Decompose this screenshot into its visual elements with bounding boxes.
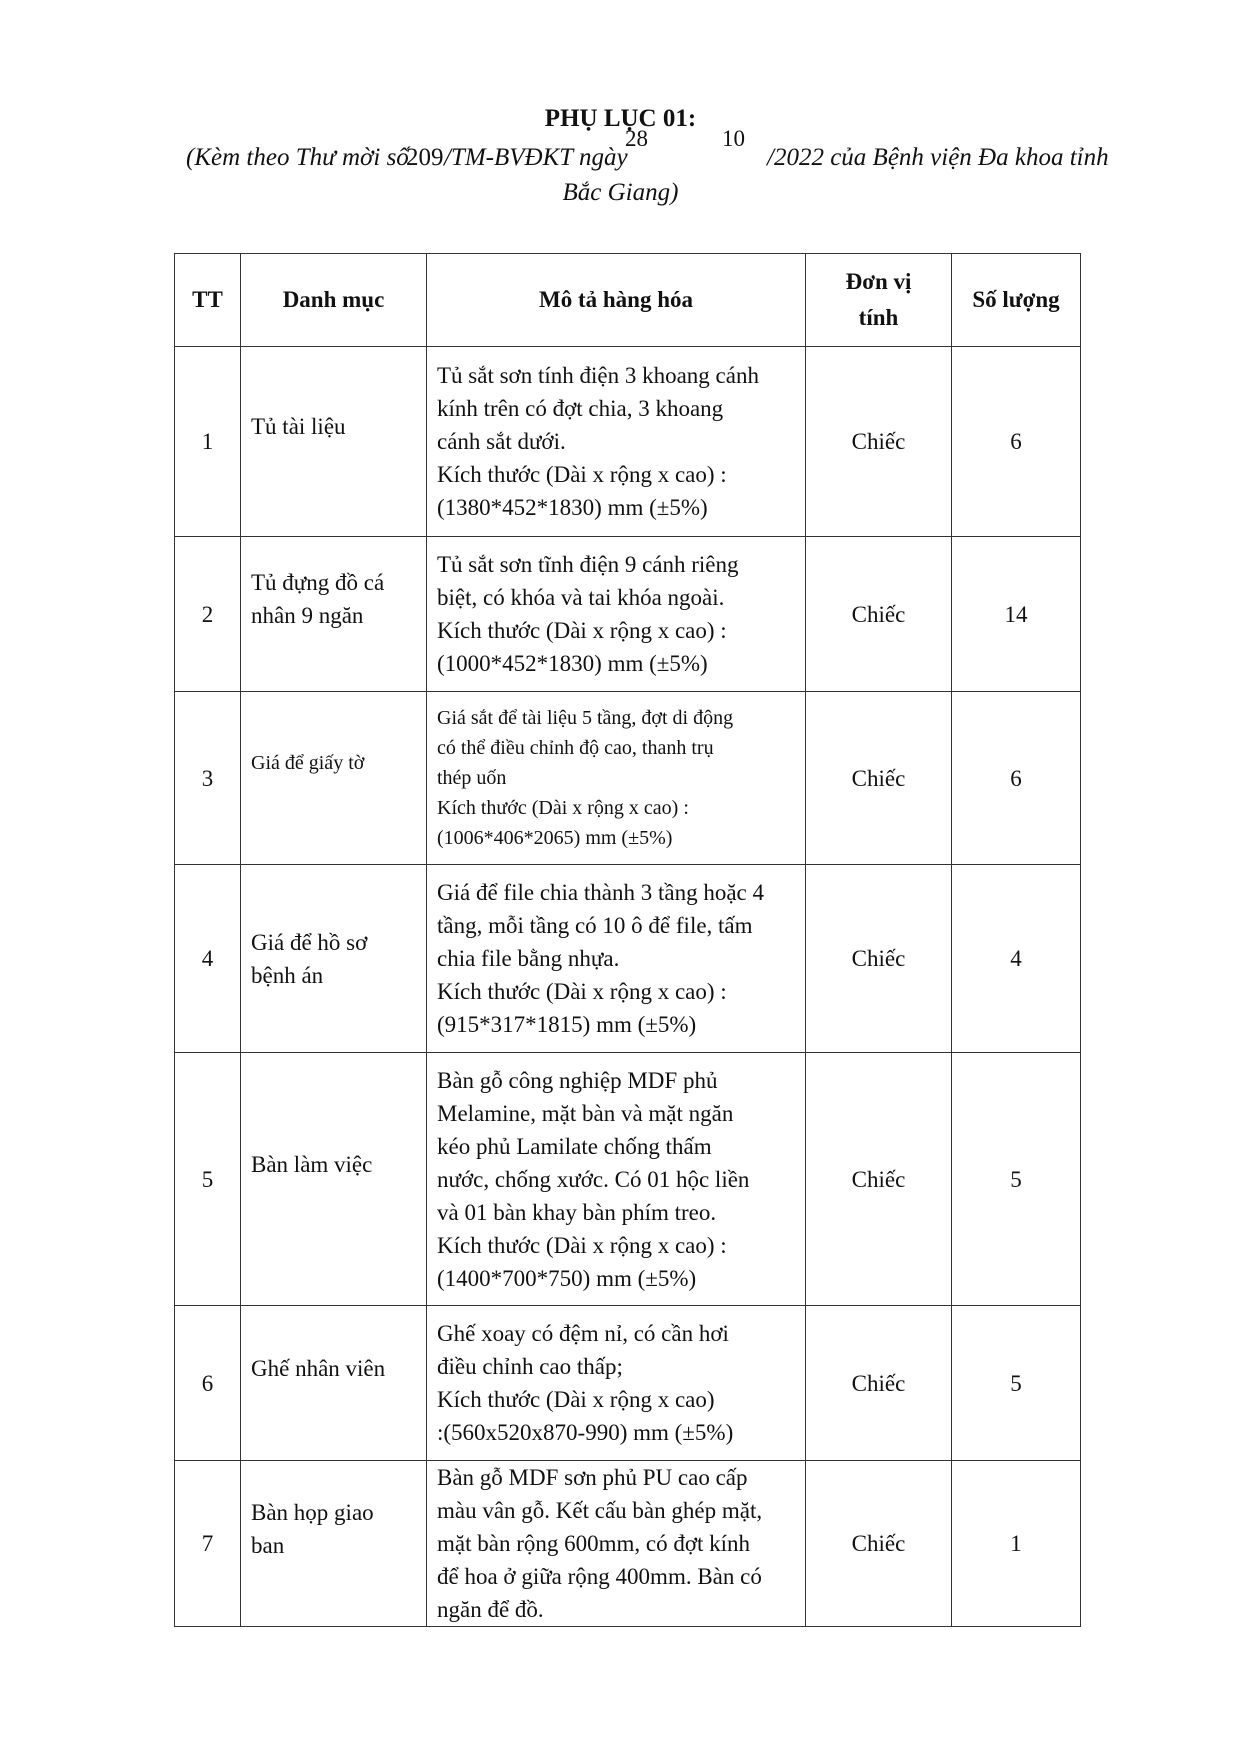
header-tt: TT xyxy=(175,254,241,347)
row-name xyxy=(241,1053,427,1306)
table-row xyxy=(175,865,1081,1053)
row-desc-line: Kích thước (Dài x rộng x cao) : xyxy=(437,797,689,819)
row-qty: 5 xyxy=(952,1053,1081,1306)
row-desc-line: (1006*406*2065) mm (±5%) xyxy=(437,827,673,849)
row-desc-line: Giá sắt để tài liệu 5 tầng, đợt di động xyxy=(437,707,734,729)
row-name-line: Bàn làm việc xyxy=(251,1151,373,1177)
row-tt: 1 xyxy=(175,347,241,537)
row-tt: 7 xyxy=(175,1461,241,1627)
row-desc-line: Giá để file chia thành 3 tầng hoặc 4 xyxy=(437,880,764,905)
row-unit: Chiếc xyxy=(806,692,952,865)
row-desc-line: điều chỉnh cao thấp; xyxy=(437,1354,623,1379)
row-desc-line: Bàn gỗ MDF sơn phủ PU cao cấp xyxy=(437,1465,748,1490)
row-name xyxy=(241,537,427,692)
row-qty: 1 xyxy=(952,1461,1081,1627)
table-row xyxy=(175,1306,1081,1461)
row-unit: Chiếc xyxy=(806,1306,952,1461)
row-qty: 4 xyxy=(952,865,1081,1053)
row-desc xyxy=(427,1461,806,1627)
table-row xyxy=(175,1461,1081,1627)
row-qty: 5 xyxy=(952,1306,1081,1461)
header-unit-line2: tính xyxy=(858,305,899,330)
row-desc-line: Tủ sắt sơn tĩnh điện 9 cánh riêng xyxy=(437,552,739,577)
row-tt: 6 xyxy=(175,1306,241,1461)
table-header-row xyxy=(175,254,1081,347)
row-desc xyxy=(427,692,806,865)
row-desc xyxy=(427,1306,806,1461)
row-name-line: bệnh án xyxy=(251,962,324,988)
subtitle-doc-number: 209 xyxy=(406,144,444,171)
row-name-line: nhân 9 ngăn xyxy=(251,603,364,628)
header-desc: Mô tả hàng hóa xyxy=(427,254,806,347)
handwritten-day: 28 xyxy=(625,126,648,151)
handwritten-month: 10 xyxy=(722,126,745,151)
row-desc-line: kính trên có đợt chia, 3 khoang xyxy=(437,396,724,421)
header-unit xyxy=(806,254,952,347)
row-desc-line: Tủ sắt sơn tính điện 3 khoang cánh xyxy=(437,363,759,388)
row-name xyxy=(241,692,427,865)
row-desc-line: (1380*452*1830) mm (±5%) xyxy=(437,495,708,520)
row-desc-line: (915*317*1815) mm (±5%) xyxy=(437,1012,697,1037)
row-desc-line: biệt, có khóa và tai khóa ngoài. xyxy=(437,585,725,610)
row-qty: 14 xyxy=(952,537,1081,692)
row-desc-line: có thể điều chỉnh độ cao, thanh trụ xyxy=(437,737,714,759)
row-desc-line: :(560x520x870-990) mm (±5%) xyxy=(437,1420,734,1445)
goods-table xyxy=(174,253,1081,1627)
row-desc xyxy=(427,537,806,692)
row-unit: Chiếc xyxy=(806,347,952,537)
row-desc-line: nước, chống xước. Có 01 hộc liền xyxy=(437,1166,750,1192)
row-name xyxy=(241,347,427,537)
row-desc-line: cánh sắt dưới. xyxy=(437,429,566,454)
row-name-line: Tủ tài liệu xyxy=(251,414,346,439)
row-name-line: Ghế nhân viên xyxy=(251,1355,386,1381)
header-name: Danh mục xyxy=(241,254,427,347)
row-desc-line: Melamine, mặt bàn và mặt ngăn xyxy=(437,1100,734,1126)
subtitle-part3: /2022 của Bệnh viện Đa khoa tỉnh xyxy=(767,144,1109,171)
row-desc-line: Kích thước (Dài x rộng x cao) xyxy=(437,1387,715,1412)
row-desc-line: Kích thước (Dài x rộng x cao) : xyxy=(437,979,727,1004)
row-unit: Chiếc xyxy=(806,865,952,1053)
row-tt: 2 xyxy=(175,537,241,692)
row-name xyxy=(241,865,427,1053)
row-desc-line: kéo phủ Lamilate chống thấm xyxy=(437,1133,712,1159)
row-desc-line: màu vân gỗ. Kết cấu bàn ghép mặt, xyxy=(437,1498,763,1523)
table-row xyxy=(175,1053,1081,1306)
header-qty: Số lượng xyxy=(952,254,1081,347)
row-desc-line: Kích thước (Dài x rộng x cao) : xyxy=(437,462,727,487)
table-row xyxy=(175,347,1081,537)
row-unit: Chiếc xyxy=(806,1461,952,1627)
row-desc-line: Ghế xoay có đệm nỉ, có cần hơi xyxy=(437,1321,729,1346)
row-tt: 3 xyxy=(175,692,241,865)
row-name-line: Tủ đựng đồ cá xyxy=(251,570,385,595)
row-desc-line: thép uốn xyxy=(437,767,507,789)
row-desc-line: ngăn để đồ. xyxy=(437,1597,544,1622)
row-desc xyxy=(427,865,806,1053)
subtitle-line2: Bắc Giang) xyxy=(562,179,679,206)
row-unit: Chiếc xyxy=(806,537,952,692)
row-name-line: Giá để hồ sơ xyxy=(251,929,368,955)
row-desc-line: (1400*700*750) mm (±5%) xyxy=(437,1265,697,1291)
row-desc-line: Kích thước (Dài x rộng x cao) : xyxy=(437,618,727,643)
page-title: PHỤ LỤC 01: xyxy=(544,105,697,132)
row-desc-line: tầng, mỗi tầng có 10 ô để file, tấm xyxy=(437,913,753,938)
row-name xyxy=(241,1306,427,1461)
header-unit-line1: Đơn vị xyxy=(845,269,912,294)
row-name-line: ban xyxy=(251,1532,285,1558)
row-desc-line: (1000*452*1830) mm (±5%) xyxy=(437,651,708,676)
row-qty: 6 xyxy=(952,347,1081,537)
row-desc xyxy=(427,1053,806,1306)
row-desc-line: Bàn gỗ công nghiệp MDF phủ xyxy=(437,1067,718,1093)
row-name-line: Giá để giấy tờ xyxy=(251,751,365,774)
row-desc-line: mặt bàn rộng 600mm, có đợt kính xyxy=(437,1531,751,1556)
row-qty: 6 xyxy=(952,692,1081,865)
row-name xyxy=(241,1461,427,1627)
row-desc-line: chia file bằng nhựa. xyxy=(437,946,620,971)
row-desc xyxy=(427,347,806,537)
row-desc-line: và 01 bàn khay bàn phím treo. xyxy=(437,1199,717,1225)
row-unit: Chiếc xyxy=(806,1053,952,1306)
subtitle-part1: (Kèm theo Thư mời số xyxy=(186,144,409,171)
row-desc-line: để hoa ở giữa rộng 400mm. Bàn có xyxy=(437,1564,762,1589)
row-name-line: Bàn họp giao xyxy=(251,1499,374,1525)
row-tt: 4 xyxy=(175,865,241,1053)
table-row xyxy=(175,692,1081,865)
row-tt: 5 xyxy=(175,1053,241,1306)
table-row xyxy=(175,537,1081,692)
row-desc-line: Kích thước (Dài x rộng x cao) : xyxy=(437,1232,727,1258)
subtitle-part2: /TM-BVĐKT ngày xyxy=(444,144,628,171)
